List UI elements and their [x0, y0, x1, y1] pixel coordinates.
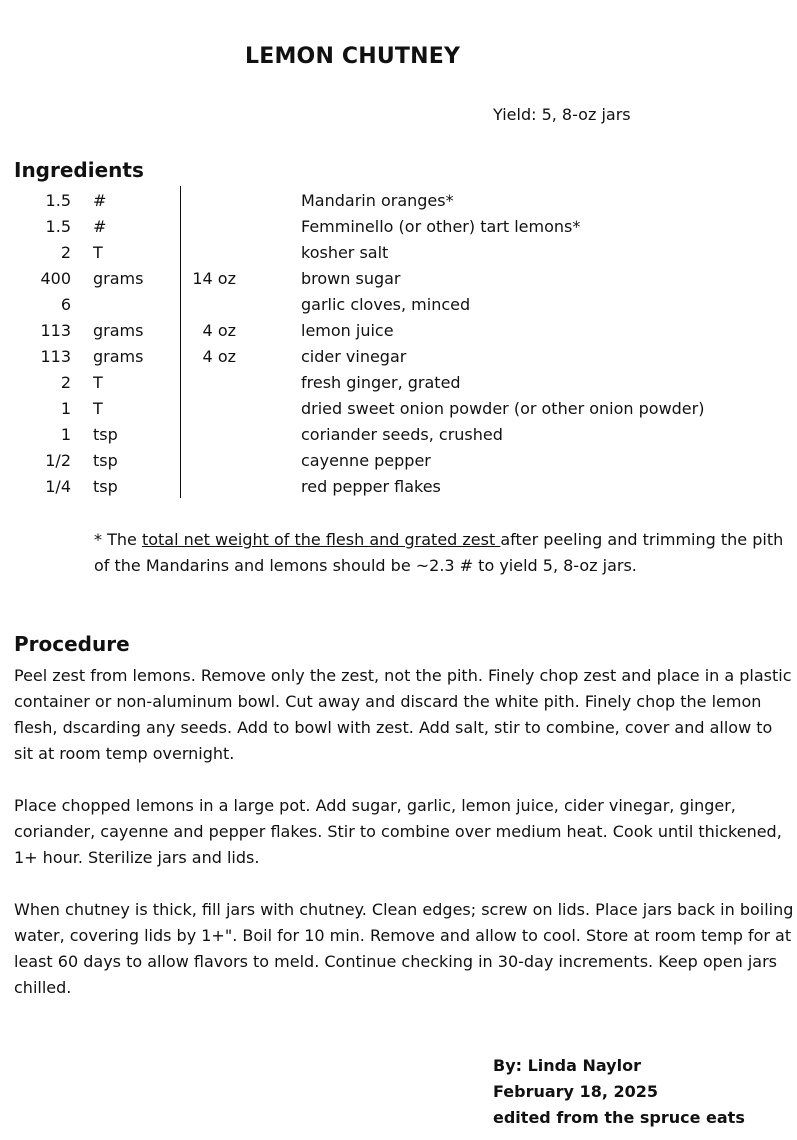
ingredient-name: kosher salt	[301, 243, 389, 262]
ingredient-qty: 2	[60, 243, 71, 262]
ingredient-name: brown sugar	[301, 269, 401, 288]
ingredient-name: dried sweet onion powder (or other onion powder)	[301, 399, 705, 418]
ingredient-qty: 400	[40, 269, 71, 288]
byline	[493, 1053, 745, 1131]
ingredient-row	[0, 318, 797, 344]
ingredient-name: Femminello (or other) tart lemons*	[301, 217, 581, 236]
yield-text: Yield: 5, 8-oz jars	[493, 105, 631, 124]
ingredient-qty: 1	[60, 399, 71, 418]
ingredient-name: cider vinegar	[301, 347, 407, 366]
ingredient-row	[0, 370, 797, 396]
ingredient-unit: T	[93, 373, 103, 392]
ingredient-unit: T	[93, 243, 103, 262]
ingredient-unit: tsp	[93, 425, 118, 444]
ingredient-qty: 1/4	[45, 477, 71, 496]
ingredient-unit: T	[93, 399, 103, 418]
ingredient-name: lemon juice	[301, 321, 394, 340]
ingredient-unit: tsp	[93, 451, 118, 470]
byline-date: February 18, 2025	[493, 1082, 658, 1101]
ingredient-alt-measure: 4 oz	[202, 321, 236, 340]
ingredient-unit: grams	[93, 347, 144, 366]
ingredient-unit: grams	[93, 269, 144, 288]
ingredient-unit: #	[93, 191, 107, 210]
ingredient-qty: 1/2	[45, 451, 71, 470]
footnote-prefix: * The	[94, 530, 142, 549]
ingredient-unit: #	[93, 217, 107, 236]
ingredient-table	[0, 188, 797, 500]
ingredient-qty: 1	[60, 425, 71, 444]
ingredient-unit: grams	[93, 321, 144, 340]
footnote-suffix: after peeling and trimming the pith of the Mandarins and lemons should be ~2.3 # to yield 5, 8-oz jars.	[94, 530, 784, 575]
procedure-body	[14, 663, 794, 1027]
ingredient-alt-measure: 4 oz	[202, 347, 236, 366]
page-title: LEMON CHUTNEY	[245, 44, 461, 69]
ingredient-qty: 6	[60, 295, 71, 314]
ingredient-name: coriander seeds, crushed	[301, 425, 503, 444]
ingredient-unit: tsp	[93, 477, 118, 496]
ingredient-name: red pepper flakes	[301, 477, 441, 496]
ingredient-alt-measure: 14 oz	[192, 269, 236, 288]
ingredient-qty: 1.5	[45, 217, 71, 236]
ingredient-name: cayenne pepper	[301, 451, 431, 470]
footnote	[94, 527, 794, 579]
ingredient-row	[0, 344, 797, 370]
byline-author: By: Linda Naylor	[493, 1056, 641, 1075]
procedure-heading: Procedure	[14, 632, 130, 656]
ingredient-qty: 113	[40, 321, 71, 340]
ingredient-row	[0, 448, 797, 474]
procedure-step-2: Place chopped lemons in a large pot. Add sugar, garlic, lemon juice, cider vinegar, ginger, coriander, cayenne and pepper flakes. Stir to combine over medium heat. Cook until thickened, 1+ hour. Sterilize jars and lids.	[14, 796, 782, 867]
ingredient-name: Mandarin oranges*	[301, 191, 454, 210]
ingredients-heading: Ingredients	[14, 158, 144, 182]
ingredient-row	[0, 396, 797, 422]
ingredient-row	[0, 422, 797, 448]
ingredient-row	[0, 266, 797, 292]
ingredient-row	[0, 240, 797, 266]
ingredient-row	[0, 474, 797, 500]
procedure-step-1: Peel zest from lemons. Remove only the zest, not the pith. Finely chop zest and place in a plastic container or non-aluminum bowl. Cut away and discard the white pith. Finely chop the lemon flesh, dscarding any seeds. Add to bowl with zest. Add salt, stir to combine, cover and allow to sit at room temp overnight.	[14, 666, 792, 763]
ingredient-qty: 2	[60, 373, 71, 392]
ingredient-qty: 1.5	[45, 191, 71, 210]
footnote-underlined: total net weight of the flesh and grated zest	[141, 530, 501, 549]
ingredient-name: garlic cloves, minced	[301, 295, 471, 314]
ingredient-row	[0, 214, 797, 240]
procedure-step-3: When chutney is thick, fill jars with chutney. Clean edges; screw on lids. Place jars back in boiling water, covering lids by 1+". Boil for 10 min. Remove and allow to cool. Store at room temp for at least 60 days to allow flavors to meld. Continue checking in 30-day increments. Keep open jars chilled.	[14, 900, 794, 997]
byline-source: edited from the spruce eats	[493, 1108, 745, 1127]
ingredient-qty: 113	[40, 347, 71, 366]
ingredient-row	[0, 292, 797, 318]
ingredient-row	[0, 188, 797, 214]
ingredient-name: fresh ginger, grated	[301, 373, 461, 392]
